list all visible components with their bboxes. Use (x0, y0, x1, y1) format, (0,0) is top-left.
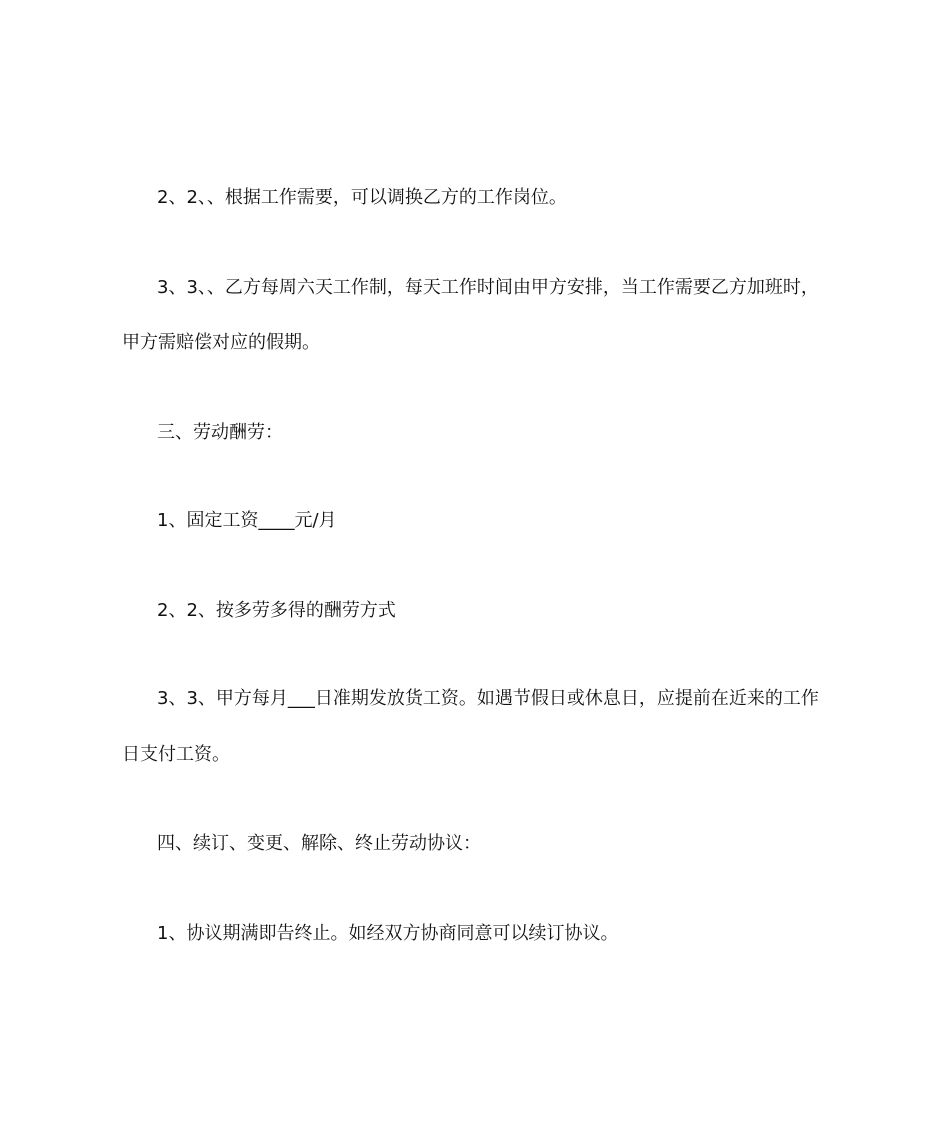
paragraph-salary-3-line-1: 3、3、甲方每月___日准期发放货工资。如遇节假日或休息日，应提前在近来的工作 (157, 688, 819, 709)
section-heading-contract-changes: 四、续订、变更、解除、终止劳动协议： (157, 833, 481, 854)
paragraph-duty-3-line-2: 甲方需赔偿对应的假期。 (122, 332, 320, 353)
paragraph-contract-1: 1、协议期满即告终止。如经双方协商同意可以续订协议。 (157, 923, 619, 944)
paragraph-salary-1: 1、固定工资____元/月 (157, 510, 337, 531)
section-heading-remuneration: 三、劳动酬劳： (157, 422, 283, 443)
paragraph-salary-3-line-2: 日支付工资。 (122, 744, 230, 765)
paragraph-duty-2: 2、2、、根据工作需要，可以调换乙方的工作岗位。 (157, 187, 567, 208)
paragraph-duty-3-line-1: 3、3、、乙方每周六天工作制，每天工作时间由甲方安排，当工作需要乙方加班时， (157, 277, 819, 298)
paragraph-salary-2: 2、2、按多劳多得的酬劳方式 (157, 600, 396, 621)
